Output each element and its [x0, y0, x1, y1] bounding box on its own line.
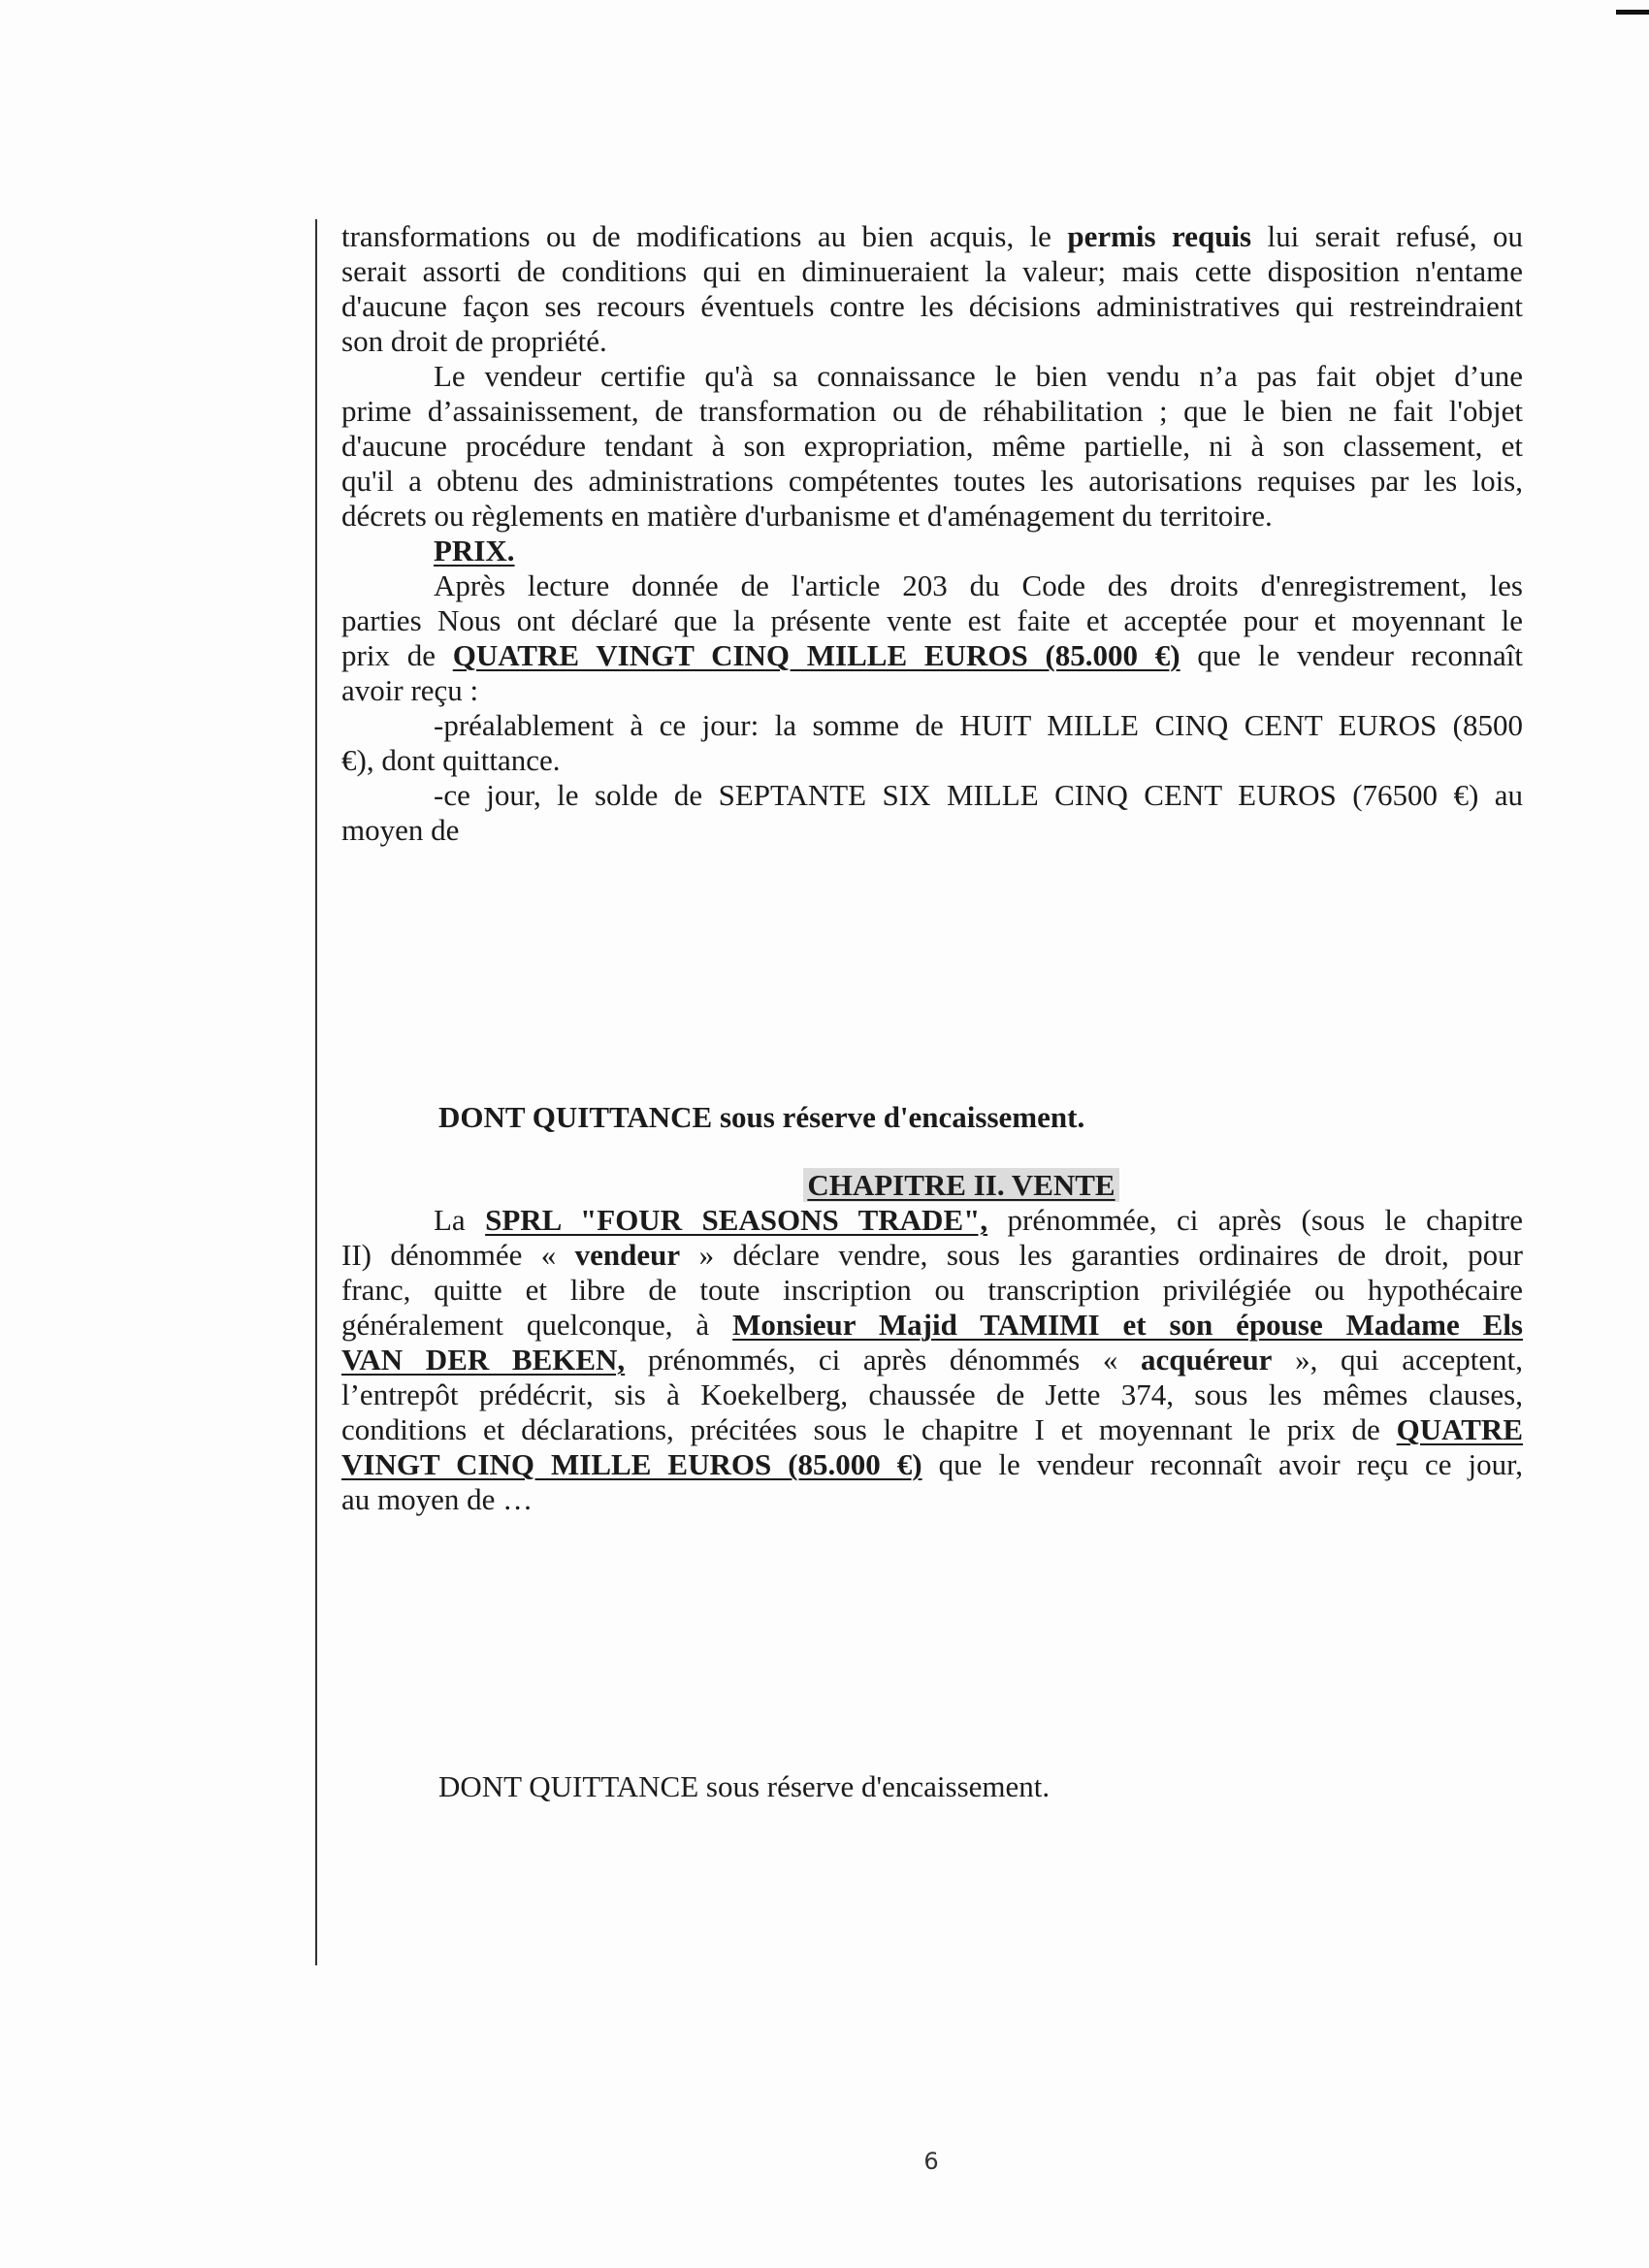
text-line: d'aucune procédure tendant à son expropriation, même partielle, ni à son classement, et — [341, 429, 1523, 463]
text-line: généralement quelconque, à Monsieur Majid TAMIMI et son épouse Madame Els — [341, 1308, 1523, 1342]
text-line: prime d’assainissement, de transformation ou de réhabilitation ; que le bien ne fait l'objet — [341, 394, 1523, 428]
quittance-statement: DONT QUITTANCE sous réserve d'encaissement. — [438, 1100, 1085, 1134]
quittance-statement: DONT QUITTANCE sous réserve d'encaissement. — [438, 1769, 1051, 1803]
text-line: La SPRL "FOUR SEASONS TRADE", prénommée, ci après (sous le chapitre — [434, 1203, 1524, 1237]
text-line: II) dénommée « vendeur » déclare vendre, sous les garanties ordinaires de droit, pour — [341, 1238, 1523, 1272]
section-prix — [341, 534, 1523, 848]
text-line: VAN DER BEKEN, prénommés, ci après dénommés « acquéreur », qui acceptent, — [341, 1343, 1524, 1377]
text-line: prix de QUATRE VINGT CINQ MILLE EUROS (85.000 €) que le vendeur reconnaît — [341, 638, 1523, 672]
prix-heading: PRIX. — [434, 534, 515, 567]
quittance-plain — [341, 1769, 1523, 1804]
text-line: €), dont quittance. — [341, 743, 561, 777]
chapter-title: CHAPITRE II. VENTE — [341, 1168, 1523, 1203]
text-line: qu'il a obtenu des administrations compétentes toutes les autorisations requises par les lois, — [341, 464, 1523, 498]
text-line: avoir reçu : — [341, 673, 479, 707]
text-line: VINGT CINQ MILLE EUROS (85.000 €) que le vendeur reconnaît avoir reçu ce jour, — [341, 1447, 1523, 1481]
text-line: moyen de — [341, 813, 460, 847]
page-number: 6 — [923, 2148, 939, 2175]
text-line: -préalablement à ce jour: la somme de HUIT MILLE CINQ CENT EUROS (8500 — [434, 708, 1523, 742]
text-line: Le vendeur certifie qu'à sa connaissance le bien vendu n’a pas fait objet d’une — [434, 359, 1523, 393]
text-line: parties Nous ont déclaré que la présente vente est faite et acceptée pour et moyennant le — [341, 603, 1523, 637]
text-line: au moyen de … — [341, 1482, 534, 1516]
text-line: décrets ou règlements en matière d'urbanisme et d'aménagement du territoire. — [341, 499, 1273, 533]
text-line: -ce jour, le solde de SEPTANTE SIX MILLE CINQ CENT EUROS (76500 €) au — [434, 778, 1523, 812]
section-chapitre-ii — [341, 1168, 1523, 1517]
text-line: franc, quitte et libre de toute inscription ou transcription privilégiée ou hypothécaire — [341, 1273, 1523, 1307]
text-line: Après lecture donnée de l'article 203 du Code des droits d'enregistrement, les — [434, 568, 1523, 602]
margin-rule — [315, 219, 317, 1965]
text-line: serait assorti de conditions qui en diminueraient la valeur; mais cette disposition n'entame — [341, 254, 1523, 288]
text-line: d'aucune façon ses recours éventuels contre les décisions administratives qui restreindraient — [341, 289, 1523, 323]
paragraph-permis — [341, 219, 1523, 534]
text-line: son droit de propriété. — [341, 324, 607, 358]
corner-mark — [1616, 10, 1649, 15]
text-line: transformations ou de modifications au bien acquis, le permis requis lui serait refusé, ou — [341, 219, 1523, 253]
text-line: conditions et déclarations, précitées sous le chapitre I et moyennant le prix de QUATRE — [341, 1412, 1523, 1446]
text-line: l’entrepôt prédécrit, sis à Koekelberg, chaussée de Jette 374, sous les mêmes clauses, — [341, 1377, 1523, 1411]
quittance-bold — [341, 1100, 1523, 1135]
